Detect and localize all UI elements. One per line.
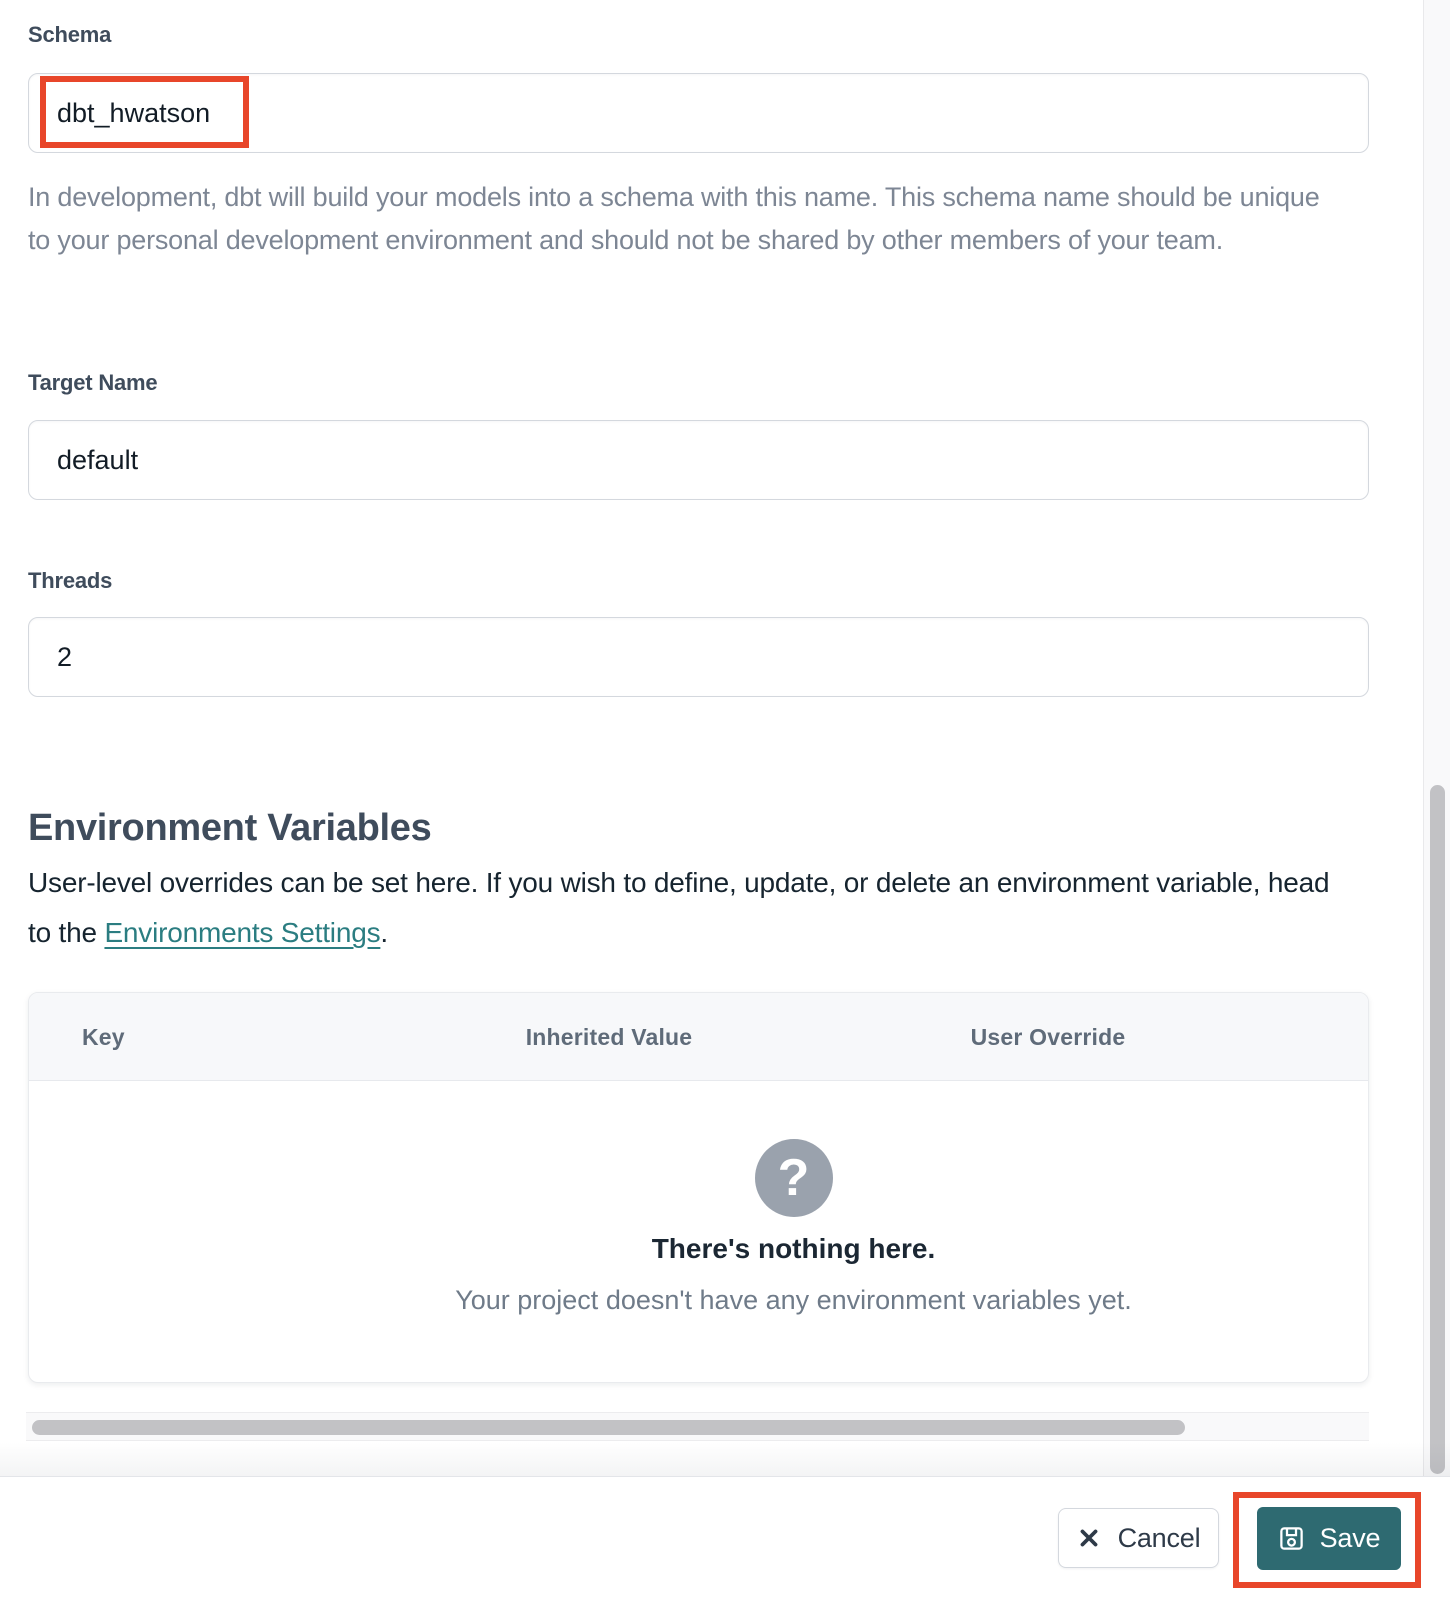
close-icon [1077,1526,1101,1550]
empty-state [123,993,1369,1382]
cancel-button[interactable] [1058,1508,1219,1568]
empty-state-title: There's nothing here. [651,1233,936,1264]
vertical-scrollbar[interactable] [1423,0,1450,1477]
description-text-after-link: . [380,917,388,948]
environment-variables-description [28,858,1358,958]
column-header-user-override: User Override [970,1023,1126,1050]
cancel-button-label: Cancel [1117,1522,1201,1553]
question-mark-icon: ? [755,1139,833,1217]
footer-divider [0,1476,1450,1477]
environment-variables-heading: Environment Variables [28,807,432,849]
footer-shadow [0,1442,1450,1476]
target-name-input[interactable] [28,420,1369,500]
column-header-inherited-value: Inherited Value [525,1023,693,1050]
vertical-scrollbar-thumb[interactable] [1430,785,1445,1474]
schema-label: Schema [28,22,112,47]
save-button[interactable] [1257,1507,1401,1570]
environment-variables-table [28,992,1369,1383]
environments-settings-link[interactable]: Environments Settings [104,917,381,948]
save-button-label: Save [1319,1523,1381,1553]
save-disk-icon [1278,1525,1305,1552]
column-header-key: Key [82,1023,125,1050]
threads-label: Threads [28,568,113,593]
horizontal-scrollbar[interactable] [26,1412,1369,1441]
target-name-label: Target Name [28,370,158,395]
threads-input[interactable] [28,617,1369,697]
schema-input[interactable] [28,73,1369,153]
description-text-before-link: User-level overrides can be set here. If you wish to define, update, or delete an environment variable, head to the [28,867,1330,948]
empty-state-subtitle: Your project doesn't have any environment variables yet. [455,1285,1132,1315]
horizontal-scrollbar-thumb[interactable] [32,1420,1185,1435]
schema-help-text: In development, dbt will build your models into a schema with this name. This schema name should be unique to your personal development environment and should not be shared by other members of your team. [28,182,1320,255]
